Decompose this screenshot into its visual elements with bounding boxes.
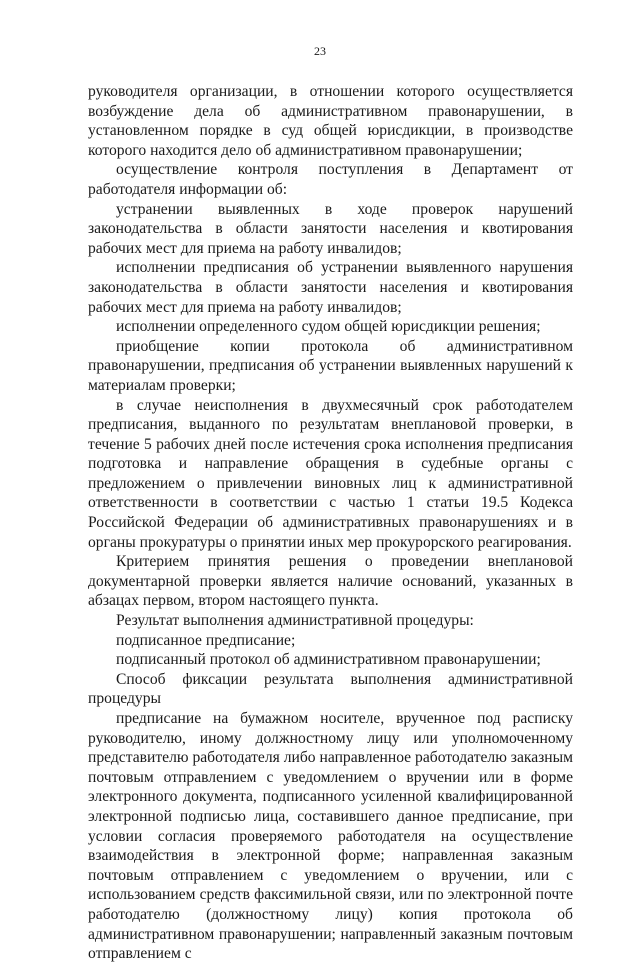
paragraph-1: руководителя организации, в отношении которого осуществляется возбуждение дела об административном правонарушении, в установленном порядке в суд общей юрисдикции, в производстве которого находится дело об административном правонарушении; <box>88 83 573 159</box>
paragraph-6: приобщение копии протокола об административном правонарушении, предписания об устранении выявленных нарушений к материалам проверки; <box>88 337 573 394</box>
paragraph-12: Способ фиксации результата выполнения административной процедуры <box>88 670 573 708</box>
paragraph-10: подписанное предписание; <box>116 631 296 649</box>
paragraph-5: исполнении определенного судом общей юрисдикции решения; <box>116 318 541 336</box>
paragraph-7: в случае неисполнения в двухмесячный срок работодателем предписания, выданного по результатам внеплановой проверки, в течение 5 рабочих дней после истечения срока исполнения предписания подготовка и направление обращения в судебные органы с предложением о привлечении виновных лиц к административной ответственности в соответствии с частью 1 статьи 19.5 Кодекса Российской Федерации об административных правонарушениях и в органы прокуратуры о принятии иных мер прокурорского реагирования. <box>88 396 573 551</box>
page-number: 23 <box>314 44 326 58</box>
paragraph-2: осуществление контроля поступления в Департамент от работодателя информации об: <box>88 161 573 198</box>
paragraph-3: устранении выявленных в ходе проверок нарушений законодательства в области занятости населения и квотирования рабочих мест для приема на работу инвалидов; <box>88 200 573 257</box>
document-body <box>88 82 573 964</box>
paragraph-9: Результат выполнения административной процедуры: <box>116 612 474 630</box>
paragraph-4: исполнении предписания об устранении выявленного нарушения законодательства в области занятости населения и квотирования рабочих мест для приема на работу инвалидов; <box>88 259 573 316</box>
paragraph-11: подписанный протокол об административном правонарушении; <box>116 651 541 669</box>
paragraph-8: Критерием принятия решения о проведении внеплановой документарной проверки является наличие оснований, указанных в абзацах первом, втором настоящего пункта. <box>88 553 573 610</box>
paragraph-13: предписание на бумажном носителе, врученное под расписку руководителю, иному должностному лицу или уполномоченному представителю работодателя либо направленное работодателю заказным почтовым отправлением с уведомлением о вручении или в форме электронного документа, подписанного усиленной квалифицированной электронной подписью лица, составившего данное предписание, при условии согласия проверяемого работодателя на осуществление взаимодействия в электронной форме; направленная заказным почтовым отправлением с уведомлением о вручении, или с использованием средств факсимильной связи, или по электронной почте работодателю (должностному лицу) копия протокола об административном правонарушении; направленный заказным почтовым отправлением с <box>88 710 573 963</box>
